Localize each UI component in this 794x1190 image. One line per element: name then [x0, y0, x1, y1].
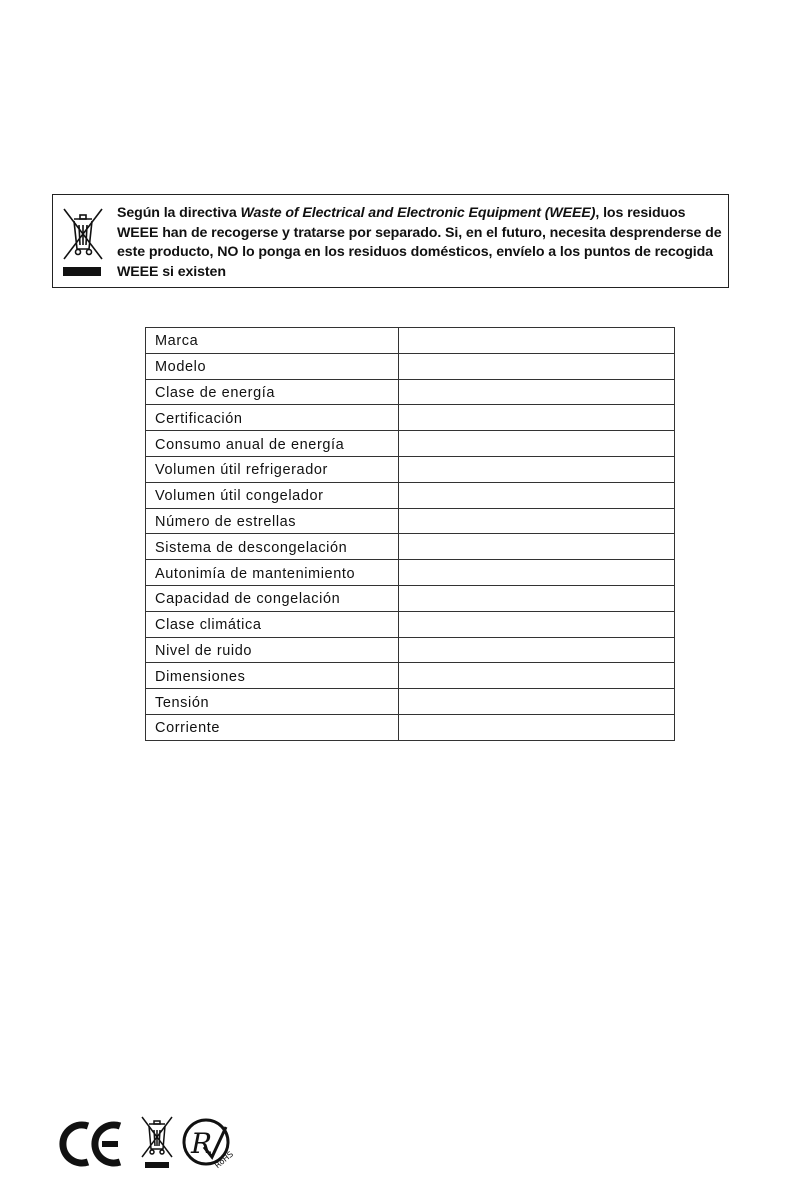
spec-label: Marca — [146, 328, 399, 354]
spec-label: Sistema de descongelación — [146, 534, 399, 560]
spec-label: Clase climática — [146, 611, 399, 637]
spec-label: Certificación — [146, 405, 399, 431]
spec-value — [399, 456, 675, 482]
spec-label: Volumen útil refrigerador — [146, 456, 399, 482]
spec-label: Tensión — [146, 689, 399, 715]
spec-value — [399, 534, 675, 560]
spec-value — [399, 379, 675, 405]
spec-value — [399, 405, 675, 431]
spec-value — [399, 508, 675, 534]
svg-text:R: R — [191, 1127, 213, 1160]
spec-value — [399, 431, 675, 457]
spec-value — [399, 328, 675, 354]
table-row — [146, 637, 675, 663]
table-row — [146, 663, 675, 689]
table-row — [146, 534, 675, 560]
table-row — [146, 328, 675, 354]
spec-value — [399, 663, 675, 689]
spec-value — [399, 689, 675, 715]
spec-label: Nivel de ruido — [146, 637, 399, 663]
spec-label: Clase de energía — [146, 379, 399, 405]
table-row — [146, 353, 675, 379]
ce-mark-icon — [62, 1121, 124, 1167]
spec-value — [399, 637, 675, 663]
notice-part2: , los residuos WEEE han de recogerse y tratarse por separado. Si, en el futuro, necesita desprenderse de este producto, NO lo ponga en los residuos domésticos, envíelo a los puntos de recogida WEEE si existen — [117, 205, 722, 280]
spec-value — [399, 482, 675, 508]
certification-logos — [62, 1115, 242, 1175]
spec-label: Capacidad de congelación — [146, 585, 399, 611]
spec-value — [399, 585, 675, 611]
table-row — [146, 379, 675, 405]
weee-notice — [52, 194, 729, 288]
spec-label: Corriente — [146, 714, 399, 740]
crossed-out-bin-icon — [61, 205, 105, 277]
spec-label: Modelo — [146, 353, 399, 379]
spec-label: Consumo anual de energía — [146, 431, 399, 457]
table-row — [146, 560, 675, 586]
spec-label: Volumen útil congelador — [146, 482, 399, 508]
weee-notice-text — [117, 204, 725, 282]
spec-label: Dimensiones — [146, 663, 399, 689]
table-row — [146, 611, 675, 637]
spec-label: Autonimía de mantenimiento — [146, 560, 399, 586]
table-row — [146, 585, 675, 611]
spec-label: Número de estrellas — [146, 508, 399, 534]
table-row — [146, 689, 675, 715]
rohs-label: RoHS — [213, 1149, 236, 1171]
spec-value — [399, 353, 675, 379]
crossed-out-bin-icon — [140, 1115, 174, 1171]
table-row — [146, 508, 675, 534]
table-row — [146, 431, 675, 457]
table-row — [146, 714, 675, 740]
specifications-table — [145, 327, 675, 741]
table-row — [146, 456, 675, 482]
notice-directive-name: Waste of Electrical and Electronic Equipment (WEEE) — [240, 205, 596, 221]
rohs-icon — [182, 1117, 236, 1171]
spec-value — [399, 714, 675, 740]
table-row — [146, 482, 675, 508]
spec-value — [399, 560, 675, 586]
table-row — [146, 405, 675, 431]
spec-value — [399, 611, 675, 637]
notice-part1: Según la directiva — [117, 205, 241, 221]
